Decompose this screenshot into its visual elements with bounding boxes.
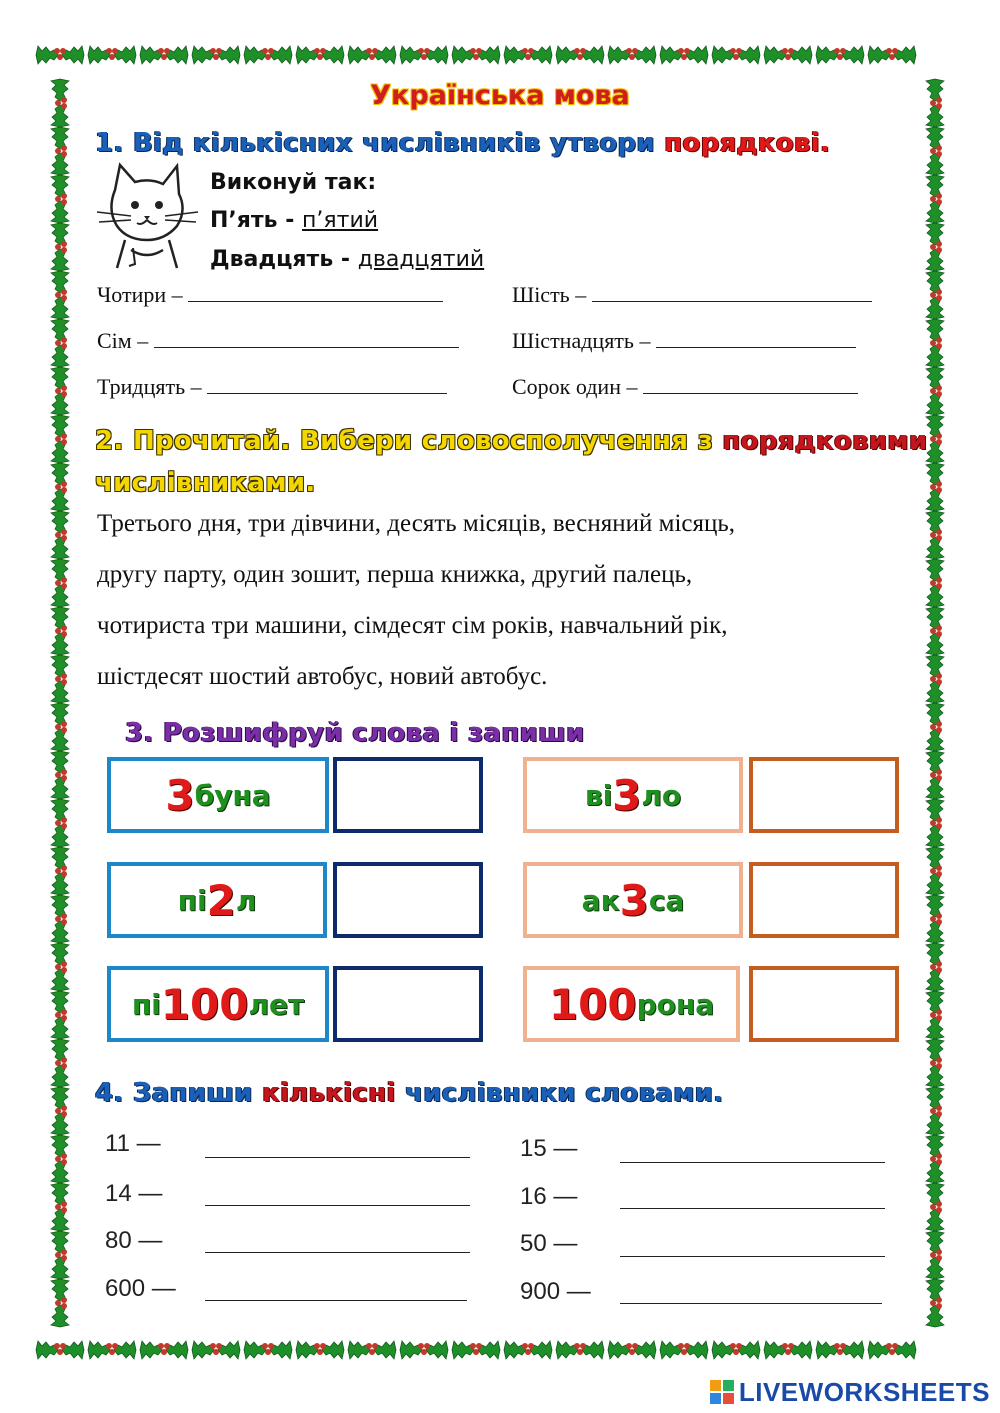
puzzle-number: 100 <box>548 979 637 1029</box>
holly-sprig <box>296 1341 344 1359</box>
holly-sprig <box>51 463 69 511</box>
puzzle-prefix: пі <box>177 883 207 917</box>
holly-sprig <box>926 175 944 223</box>
holly-sprig <box>51 1183 69 1231</box>
holly-sprig <box>348 46 396 64</box>
holly-sprig <box>51 655 69 703</box>
holly-sprig <box>764 1341 812 1359</box>
holly-sprig <box>926 1135 944 1183</box>
holly-sprig <box>926 751 944 799</box>
holly-sprig <box>816 1341 864 1359</box>
task3-heading-text: Розшифруй слова і запиши <box>162 718 585 748</box>
holly-sprig <box>556 46 604 64</box>
holly-sprig <box>926 223 944 271</box>
item-label: Сім – <box>97 328 149 353</box>
holly-sprig <box>51 1279 69 1327</box>
puzzle-number: 100 <box>160 979 249 1029</box>
holly-sprig <box>764 46 812 64</box>
holly-sprig <box>868 1341 916 1359</box>
holly-sprig <box>51 1135 69 1183</box>
holly-sprig <box>926 1231 944 1279</box>
item-label: Сорок один – <box>512 374 638 399</box>
answer-box[interactable] <box>749 862 899 938</box>
task2-paragraph <box>97 498 917 702</box>
answer-line[interactable] <box>592 283 872 302</box>
answer-line[interactable] <box>205 1252 470 1253</box>
holly-sprig <box>660 1341 708 1359</box>
task1-heading-main: Від кількісних числівників утвори <box>132 128 655 158</box>
task1-heading <box>95 128 830 158</box>
holly-sprig <box>88 46 136 64</box>
holly-sprig <box>504 46 552 64</box>
holly-sprig <box>926 271 944 319</box>
holly-sprig <box>244 46 292 64</box>
task4-heading-accent: кількісні <box>262 1078 396 1108</box>
answer-box[interactable] <box>749 757 899 833</box>
task2-heading-accent: порядковими <box>722 426 928 456</box>
holly-sprig <box>400 1341 448 1359</box>
task2-number: 2. <box>95 426 124 456</box>
holly-sprig <box>51 991 69 1039</box>
holly-sprig <box>926 655 944 703</box>
holly-sprig <box>51 415 69 463</box>
task4-number: 4. <box>95 1078 124 1108</box>
holly-sprig <box>51 175 69 223</box>
puzzle-card <box>523 862 743 938</box>
holly-sprig <box>926 127 944 175</box>
task1-heading-accent: порядкові. <box>664 128 831 158</box>
number-label: 600 — <box>105 1275 176 1302</box>
holly-sprig <box>51 703 69 751</box>
number-label: 50 — <box>520 1230 578 1257</box>
task1-row-right-1 <box>512 282 872 308</box>
puzzle-card <box>107 862 327 938</box>
answer-box[interactable] <box>749 966 899 1042</box>
item-label: Тридцять – <box>97 374 202 399</box>
answer-line[interactable] <box>643 375 858 394</box>
number-label: 16 — <box>520 1183 578 1210</box>
holly-sprig <box>452 1341 500 1359</box>
number-label: 900 — <box>520 1278 591 1305</box>
task1-row-left-1 <box>97 282 443 308</box>
task4-heading <box>95 1078 723 1108</box>
puzzle-suffix: буна <box>194 778 271 812</box>
cat-icon <box>95 160 200 270</box>
holly-sprig <box>926 1183 944 1231</box>
task2-heading-part1: Прочитай. Вибери словосполучення з <box>132 426 714 456</box>
example-word: П’ять - <box>210 208 295 233</box>
answer-line[interactable] <box>656 329 856 348</box>
brand-footer[interactable] <box>709 1377 990 1408</box>
holly-sprig <box>926 895 944 943</box>
holly-sprig <box>504 1341 552 1359</box>
holly-sprig <box>51 607 69 655</box>
answer-line[interactable] <box>620 1256 885 1257</box>
holly-sprig <box>926 367 944 415</box>
task1-row-left-3 <box>97 374 447 400</box>
holly-sprig <box>926 1039 944 1087</box>
number-label: 11 — <box>105 1130 161 1157</box>
puzzle-suffix: са <box>648 883 685 917</box>
holly-sprig <box>452 46 500 64</box>
puzzle-suffix: л <box>235 883 257 917</box>
item-label: Шістнадцять – <box>512 328 651 353</box>
example-word: Двадцять - <box>210 247 351 272</box>
holly-sprig <box>51 1231 69 1279</box>
holly-sprig <box>712 1341 760 1359</box>
page-title: Українська мова <box>370 80 630 111</box>
holly-sprig <box>926 991 944 1039</box>
holly-sprig <box>926 511 944 559</box>
holly-sprig <box>36 1341 84 1359</box>
task1-number: 1. <box>95 128 124 158</box>
example-row-2 <box>210 247 484 272</box>
answer-box[interactable] <box>333 757 483 833</box>
answer-line[interactable] <box>205 1157 470 1158</box>
holly-sprig <box>51 559 69 607</box>
holly-sprig <box>400 46 448 64</box>
puzzle-card <box>107 966 329 1042</box>
liveworksheets-logo-icon <box>709 1379 735 1405</box>
holly-sprig <box>51 751 69 799</box>
holly-sprig <box>51 271 69 319</box>
holly-sprig <box>51 511 69 559</box>
holly-sprig <box>192 1341 240 1359</box>
task4-heading-part1: Запиши <box>132 1078 253 1108</box>
holly-sprig <box>868 46 916 64</box>
holly-sprig <box>712 46 760 64</box>
answer-line[interactable] <box>205 1300 467 1301</box>
holly-sprig <box>51 1039 69 1087</box>
answer-box[interactable] <box>333 966 483 1042</box>
holly-sprig <box>51 319 69 367</box>
puzzle-prefix: пі <box>131 987 161 1021</box>
answer-box[interactable] <box>333 862 483 938</box>
puzzle-number: 3 <box>612 770 642 820</box>
puzzle-card <box>107 757 329 833</box>
holly-sprig <box>51 847 69 895</box>
holly-sprig <box>36 46 84 64</box>
paragraph-line[interactable]: чотириста три машини, сімдесят сім років, навчальний рік, <box>97 612 728 639</box>
answer-line[interactable] <box>620 1303 882 1304</box>
holly-sprig <box>926 415 944 463</box>
puzzle-suffix: рона <box>636 987 715 1021</box>
task2-heading <box>95 426 928 456</box>
holly-sprig <box>926 1279 944 1327</box>
holly-sprig <box>88 1341 136 1359</box>
task1-row-left-2 <box>97 328 459 354</box>
holly-sprig <box>660 46 708 64</box>
holly-sprig <box>556 1341 604 1359</box>
holly-sprig <box>244 1341 292 1359</box>
paragraph-line[interactable]: другу парту, один зошит, перша книжка, другий палець, <box>97 561 693 588</box>
puzzle-number: 2 <box>206 875 236 925</box>
brand-name: LIVEWORKSHEETS <box>738 1377 990 1407</box>
answer-line[interactable] <box>620 1162 885 1163</box>
holly-sprig <box>51 799 69 847</box>
puzzle-suffix: лет <box>248 987 305 1021</box>
holly-sprig <box>926 943 944 991</box>
puzzle-card <box>523 966 740 1042</box>
holly-sprig <box>51 1087 69 1135</box>
holly-sprig <box>926 559 944 607</box>
task4-heading-part2: числівники словами. <box>405 1078 724 1108</box>
holly-sprig <box>926 319 944 367</box>
item-label: Шість – <box>512 282 587 307</box>
holly-sprig <box>926 847 944 895</box>
holly-sprig <box>51 127 69 175</box>
puzzle-prefix: ак <box>581 883 620 917</box>
holly-sprig <box>926 1087 944 1135</box>
holly-sprig <box>348 1341 396 1359</box>
holly-sprig <box>296 46 344 64</box>
answer-line[interactable] <box>188 283 443 302</box>
holly-sprig <box>926 607 944 655</box>
task3-number: 3. <box>125 718 154 748</box>
holly-sprig <box>816 46 864 64</box>
number-label: 80 — <box>105 1227 163 1254</box>
answer-line[interactable] <box>154 329 459 348</box>
example-answer: п’ятий <box>302 208 379 233</box>
puzzle-suffix: ло <box>641 778 682 812</box>
holly-sprig <box>608 46 656 64</box>
holly-sprig <box>608 1341 656 1359</box>
puzzle-number: 3 <box>619 875 649 925</box>
holly-sprig <box>51 943 69 991</box>
task1-row-right-2 <box>512 328 856 354</box>
task1-row-right-3 <box>512 374 858 400</box>
paragraph-line[interactable]: Третього дня, три дівчини, десять місяців, весняний місяць, <box>97 510 736 537</box>
task3-heading <box>125 718 585 748</box>
holly-sprig <box>926 799 944 847</box>
holly-sprig <box>51 895 69 943</box>
holly-sprig <box>140 1341 188 1359</box>
holly-sprig <box>51 223 69 271</box>
holly-sprig <box>140 46 188 64</box>
number-label: 15 — <box>520 1135 578 1162</box>
example-row-1 <box>210 208 378 233</box>
paragraph-line[interactable]: шістдесят шостий автобус, новий автобус. <box>97 663 548 690</box>
holly-sprig <box>51 367 69 415</box>
puzzle-number: 3 <box>165 770 195 820</box>
example-answer: двадцятий <box>357 247 485 272</box>
example-label: Виконуй так: <box>210 170 377 195</box>
answer-line[interactable] <box>205 1205 470 1206</box>
answer-line[interactable] <box>620 1208 885 1209</box>
holly-sprig <box>926 463 944 511</box>
holly-sprig <box>926 703 944 751</box>
task2-heading-part2: числівниками. <box>95 468 316 498</box>
puzzle-prefix: ві <box>584 778 613 812</box>
number-label: 14 — <box>105 1180 163 1207</box>
puzzle-card <box>523 757 743 833</box>
holly-sprig <box>192 46 240 64</box>
item-label: Чотири – <box>97 282 183 307</box>
answer-line[interactable] <box>207 375 447 394</box>
